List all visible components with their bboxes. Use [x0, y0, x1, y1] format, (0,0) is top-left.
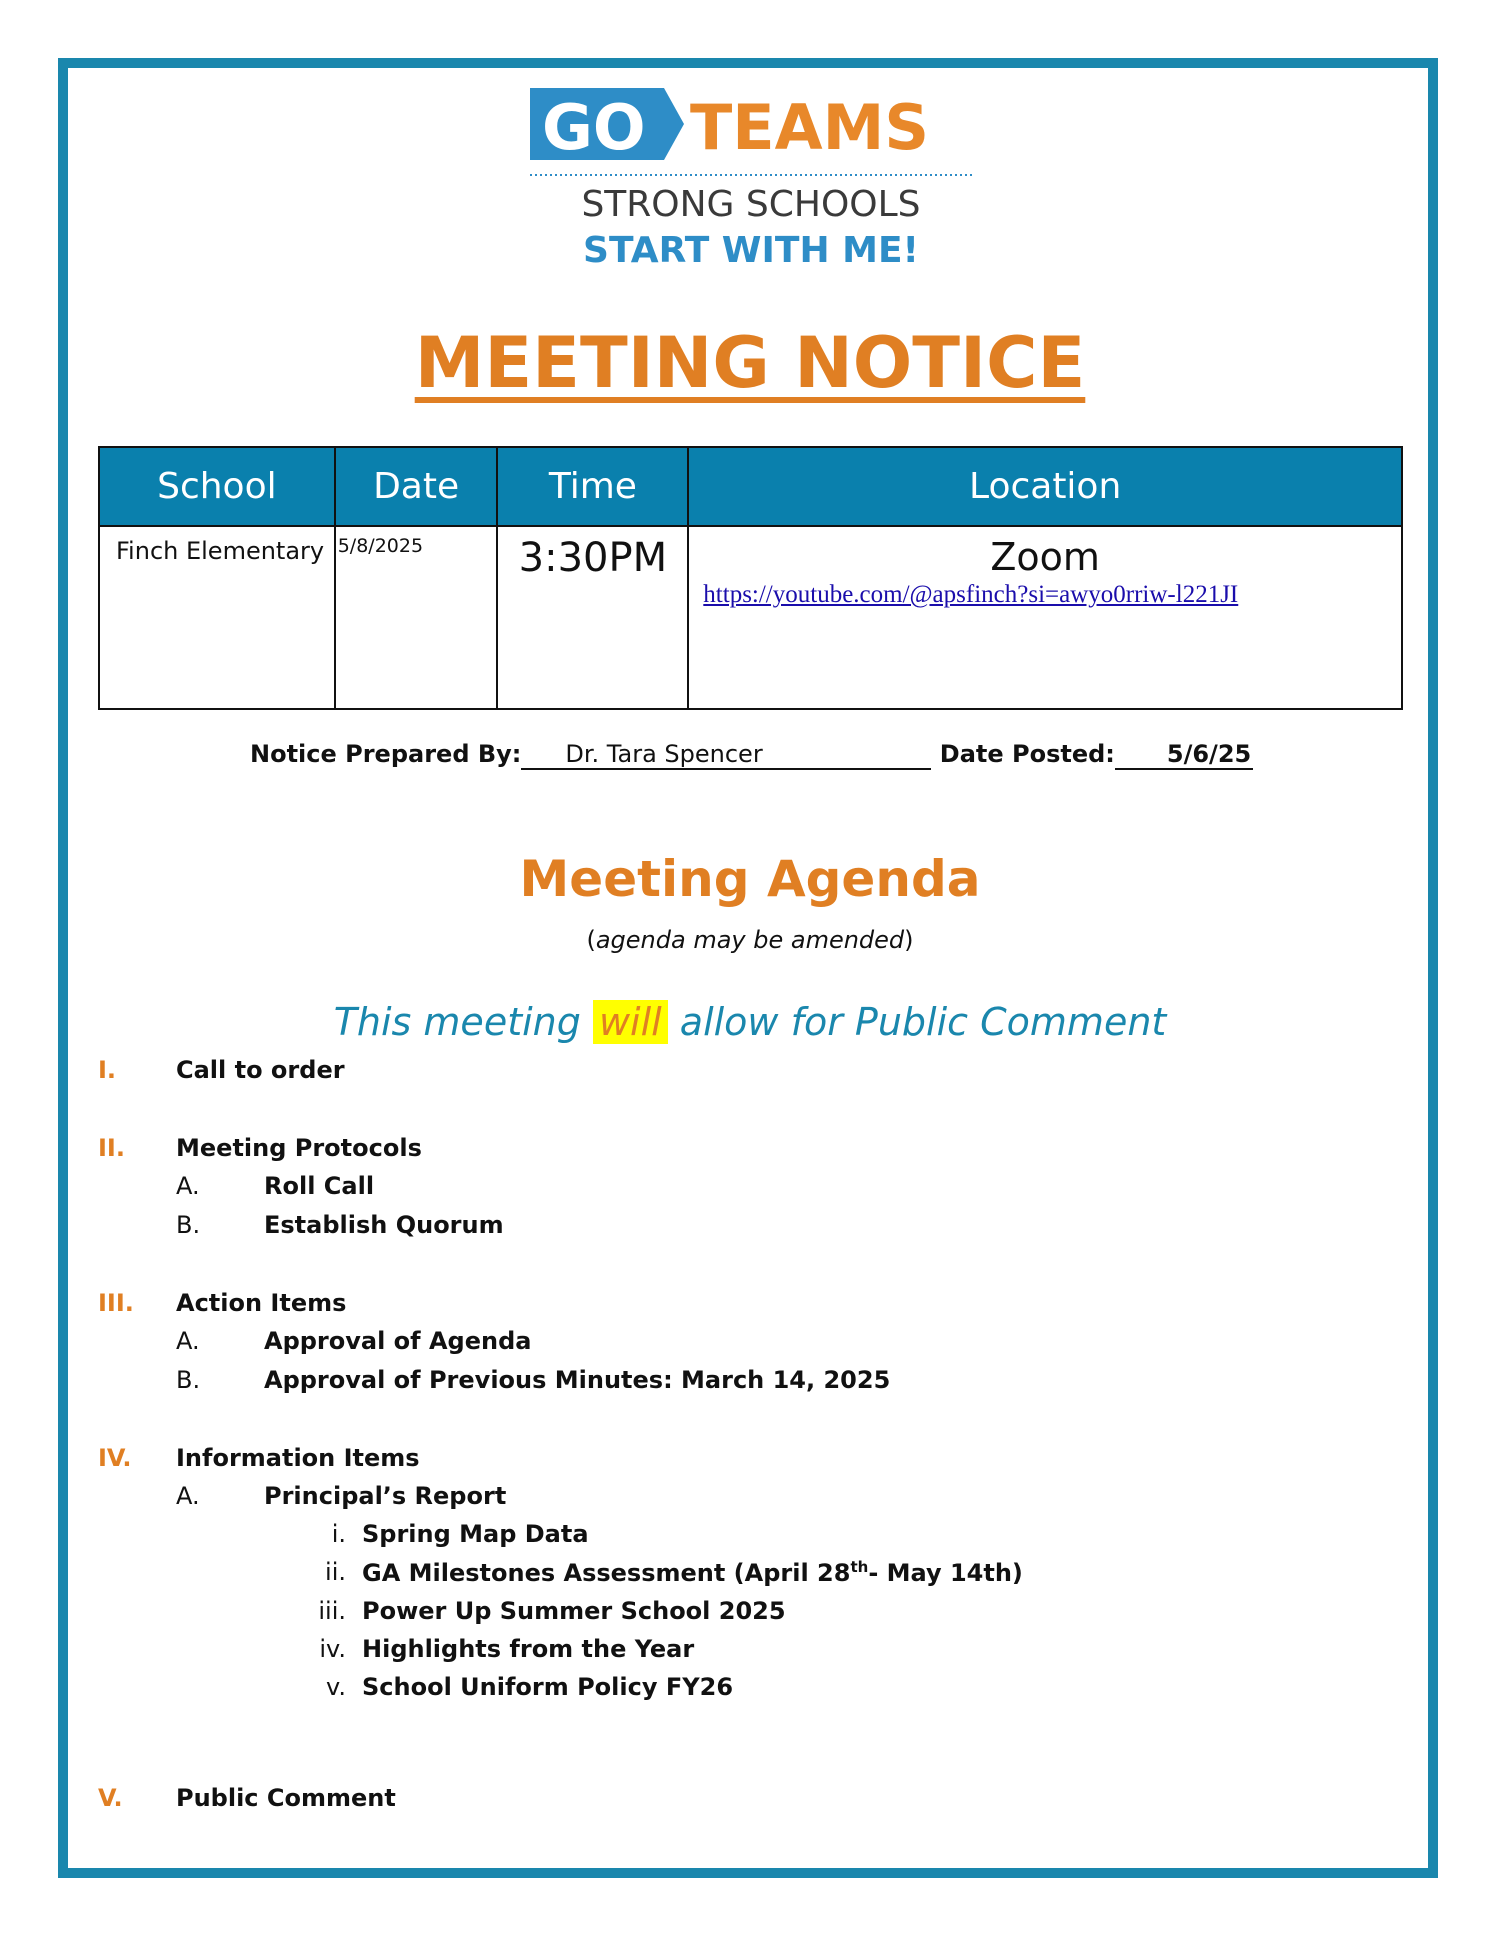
agenda-item-5: Public Comment [176, 1784, 396, 1812]
agenda-item-4a: Principal’s Report [264, 1482, 507, 1510]
public-comment-notice: This meeting will allow for Public Comment [333, 1000, 1167, 1044]
agenda-letter-2a: A. [176, 1172, 200, 1200]
prepared-name: Dr. Tara Spencer [521, 740, 931, 770]
agenda-title: Meeting Agenda [519, 850, 981, 908]
agenda-letter-2b: B. [176, 1211, 201, 1239]
agenda-roman-v: v. [326, 1673, 346, 1701]
highlighted-will: will [593, 1000, 668, 1044]
agenda-letter-3a: A. [176, 1327, 200, 1355]
amend-note: (agenda may be amended) [586, 926, 914, 954]
agenda-sub-uniform: School Uniform Policy FY26 [362, 1673, 734, 1701]
posted-date: 5/6/25 [1115, 740, 1253, 770]
agenda-roman-i: i. [331, 1520, 346, 1548]
header-school: School [99, 447, 335, 526]
agenda-item-3a: Approval of Agenda [264, 1327, 532, 1355]
agenda-sub-power-up: Power Up Summer School 2025 [362, 1597, 786, 1625]
agenda-item-3b: Approval of Previous Minutes: March 14, 2025 [264, 1366, 891, 1394]
agenda-num-1: I. [98, 1056, 117, 1084]
header-time: Time [497, 447, 688, 526]
logo-go-text: GO [542, 91, 646, 164]
logo-strong-schools: STRONG SCHOOLS [581, 184, 921, 225]
agenda-sub-highlights: Highlights from the Year [362, 1635, 695, 1663]
cell-location [688, 526, 1402, 709]
posted-label: Date Posted: [939, 740, 1115, 768]
logo-teams-text: TEAMS [690, 91, 929, 164]
agenda-num-5: V. [98, 1784, 123, 1812]
agenda-roman-iii: iii. [318, 1597, 346, 1625]
agenda-item-2a: Roll Call [264, 1172, 375, 1200]
location-name: Zoom [990, 535, 1100, 579]
goteams-logo [526, 86, 976, 282]
agenda-item-1: Call to order [176, 1056, 345, 1084]
meeting-info-table [98, 446, 1403, 710]
agenda-letter-4a: A. [176, 1482, 200, 1510]
agenda-letter-3b: B. [176, 1366, 201, 1394]
cell-school: Finch Elementary [99, 526, 335, 709]
agenda-num-3: III. [98, 1289, 134, 1317]
agenda-sub-milestones: GA Milestones Assessment (April 28th- May 14th) [362, 1558, 1023, 1587]
agenda-item-2: Meeting Protocols [176, 1134, 422, 1162]
cell-date: 5/8/2025 [335, 526, 498, 709]
agenda-num-2: II. [98, 1134, 125, 1162]
agenda-item-3: Action Items [176, 1289, 347, 1317]
location-link[interactable]: https://youtube.com/@apsfinch?si=awyo0rriw-l221JI [703, 581, 1239, 608]
agenda-item-4: Information Items [176, 1444, 420, 1472]
agenda-roman-iv: iv. [319, 1635, 346, 1663]
header-date: Date [335, 447, 498, 526]
cell-time: 3:30PM [497, 526, 688, 709]
page-title: MEETING NOTICE [414, 322, 1086, 404]
header-location: Location [688, 447, 1402, 526]
agenda-num-4: IV. [98, 1444, 132, 1472]
prepared-label: Notice Prepared By: [250, 740, 522, 768]
prepared-line [250, 740, 1253, 770]
agenda-roman-ii: ii. [325, 1558, 346, 1586]
logo-start-with-me: START WITH ME! [583, 230, 919, 271]
agenda-sub-spring-map: Spring Map Data [362, 1520, 589, 1548]
agenda-item-2b: Establish Quorum [264, 1211, 504, 1239]
